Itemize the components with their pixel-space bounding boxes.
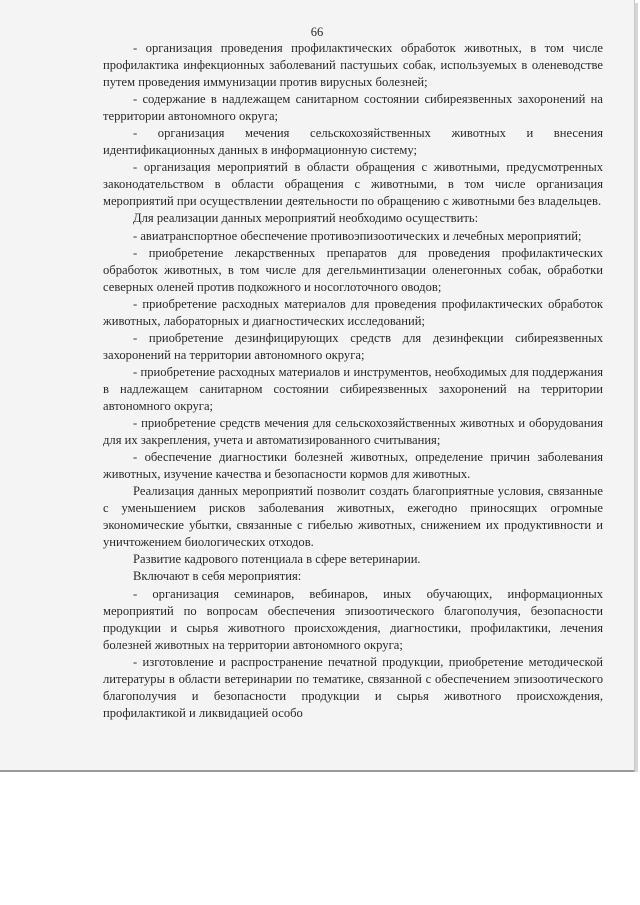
paragraph-8: - приобретение расходных материалов для проведения профилактических обработок животных, лабораторных и диагностических исследований; [103, 296, 603, 328]
paragraph-2: - содержание в надлежащем санитарном состоянии сибиреязвенных захоронений на территории автономного округа; [103, 92, 603, 124]
paragraph-6: - авиатранспортное обеспечение противоэпизоотических и лечебных мероприятий; [133, 228, 582, 243]
paragraph-13: Реализация данных мероприятий позволит создать благоприятные условия, связанные с уменьшением рисков заболевания животных, ежегодно приносящих огромные экономические убытки, связанные с гибелью животных, снижением их продуктивности и уничтожением биологических отходов. [103, 484, 603, 550]
paragraph-10: - приобретение расходных материалов и инструментов, необходимых для поддержания в надлежащем санитарном состоянии сибиреязвенных захоронений на территории автономного округа; [103, 364, 603, 413]
blank-margin [0, 772, 640, 905]
paragraph-3: - организация мечения сельскохозяйственных животных и внесения идентификационных данных в информационную систему; [103, 126, 603, 158]
paragraph-11: - приобретение средств мечения для сельскохозяйственных животных и оборудования для их закрепления, учета и автоматизированного считывания; [103, 416, 603, 448]
paragraph-12: - обеспечение диагностики болезней животных, определение причин заболевания животных, изучение качества и безопасности кормов для животных. [103, 450, 603, 482]
paragraph-15: Включают в себя мероприятия: [133, 569, 302, 584]
paragraph-4: - организация мероприятий в области обращения с животными, предусмотренных законодательством в области обращения с животными, в том числе организация мероприятий при осуществлении деятельности по обращению с животными без владельцев. [103, 160, 603, 209]
paragraph-9: - приобретение дезинфицирующих средств для дезинфекции сибиреязвенных захоронений на территории автономного округа; [103, 330, 603, 362]
paragraph-5: Для реализации данных мероприятий необходимо осуществить: [133, 211, 479, 226]
paragraph-17: - изготовление и распространение печатной продукции, приобретение методической литературы в области ветеринарии по тематике, связанной с обеспечением эпизоотического благополучия и безопасности продукции и сырья животного происхождения, профилактикой и ликвидацией особо [103, 654, 603, 720]
document-body [103, 40, 603, 722]
paragraph-1: - организация проведения профилактических обработок животных, в том числе профилактика инфекционных заболеваний пастушьих собак, используемых в оленеводстве путем проведения иммунизации против вирусных болезней; [103, 41, 603, 90]
paragraph-7: - приобретение лекарственных препаратов для проведения профилактических обработок животных, в том числе для дегельминтизации оленегонных собак, обработки северных оленей против подкожного и носоглоточного оводов; [103, 245, 603, 294]
paragraph-14: Развитие кадрового потенциала в сфере ветеринарии. [133, 552, 421, 567]
page-number: 66 [310, 25, 324, 39]
paragraph-16: - организация семинаров, вебинаров, иных обучающих, информационных мероприятий по вопросам обеспечения эпизоотического благополучия, безопасности продукции и сырья животного происхождения, диагностики, профилактики, лечения болезней животных на территории автономного округа; [103, 586, 603, 652]
